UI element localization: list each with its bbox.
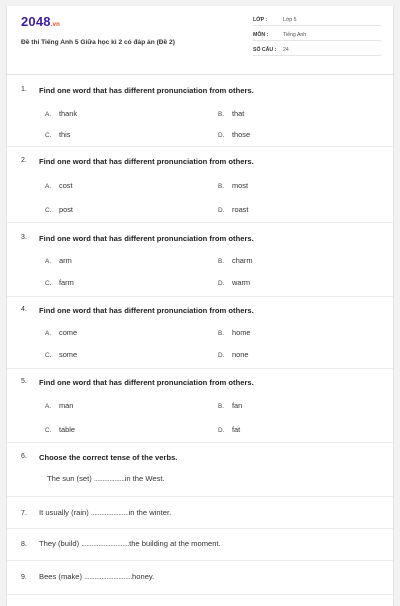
question-8	[21, 539, 221, 548]
option-d[interactable]	[218, 205, 248, 214]
question-text: Find one word that has different pronunciation from others.	[39, 157, 254, 166]
option-a[interactable]	[45, 109, 77, 118]
option-value: man	[59, 401, 74, 410]
sentence-end: honey.	[132, 572, 155, 581]
option-key: D.	[218, 427, 225, 434]
option-key: C.	[45, 207, 52, 214]
option-value: charm	[232, 256, 253, 265]
option-value: fat	[232, 425, 241, 434]
answer-blank[interactable]: ............................	[84, 572, 133, 581]
option-c[interactable]	[45, 278, 74, 287]
option-c[interactable]	[45, 425, 75, 434]
option-key: A.	[45, 330, 52, 337]
option-value: arm	[59, 256, 72, 265]
question-text: Choose the correct tense of the verbs.	[39, 453, 178, 462]
question-number: 5.	[21, 378, 27, 385]
question-text: Find one word that has different pronunciation from others.	[39, 86, 254, 95]
option-value: roast	[232, 205, 249, 214]
question-number: 9.	[21, 574, 27, 581]
option-value: those	[232, 130, 251, 139]
sentence-start: They (build)	[39, 539, 82, 548]
option-d[interactable]	[218, 278, 250, 287]
sentence-start: The sun (set)	[47, 474, 94, 483]
option-key: A.	[45, 258, 52, 265]
option-d[interactable]	[218, 130, 250, 139]
header	[7, 6, 393, 74]
option-key: B.	[218, 258, 225, 265]
option-value: none	[232, 350, 249, 359]
page-title: Đề thi Tiếng Anh 5 Giữa học kì 2 có đáp án (Đề 2)	[21, 39, 175, 46]
option-a[interactable]	[45, 181, 73, 190]
option-key: A.	[45, 183, 52, 190]
question-7	[21, 508, 171, 517]
header-divider	[7, 74, 393, 75]
meta-key: MÔN :	[253, 32, 269, 38]
option-value: cost	[59, 181, 73, 190]
option-key: D.	[218, 207, 225, 214]
option-key: B.	[218, 330, 225, 337]
meta-key: LỚP :	[253, 17, 268, 23]
option-value: some	[59, 350, 78, 359]
option-c[interactable]	[45, 350, 77, 359]
meta-row-subject	[253, 29, 381, 41]
meta-row-count	[253, 44, 381, 56]
question-number: 4.	[21, 306, 27, 313]
site-logo[interactable]	[21, 14, 60, 29]
sentence-start: Bees (make)	[39, 572, 85, 581]
question-number: 6.	[21, 453, 27, 460]
option-value: home	[232, 328, 251, 337]
question-number: 3.	[21, 234, 27, 241]
option-value: most	[232, 181, 249, 190]
option-key: A.	[45, 111, 52, 118]
separator	[7, 146, 394, 147]
separator	[7, 442, 394, 443]
question-9	[21, 572, 154, 581]
option-value: warm	[232, 278, 251, 287]
option-key: B.	[218, 403, 225, 410]
option-d[interactable]	[218, 350, 248, 359]
option-key: D.	[218, 280, 225, 287]
sentence-end: the building at the moment.	[129, 539, 221, 548]
option-value: come	[59, 328, 78, 337]
meta-row-class	[253, 14, 381, 26]
separator	[7, 368, 394, 369]
question-text: Find one word that has different pronunciation from others.	[39, 378, 254, 387]
option-key: C.	[45, 132, 52, 139]
separator	[7, 296, 394, 297]
logo-text: 2048	[21, 14, 51, 29]
logo-suffix: .vn	[50, 22, 61, 28]
option-value: fan	[232, 401, 243, 410]
option-a[interactable]	[45, 256, 72, 265]
option-value: thank	[59, 109, 78, 118]
question-number: 7.	[21, 510, 27, 517]
question-text: Find one word that has different pronunciation from others.	[39, 306, 254, 315]
option-value: this	[59, 130, 71, 139]
sentence-start: It usually (rain)	[39, 508, 91, 517]
option-b[interactable]	[218, 256, 253, 265]
option-key: C.	[45, 280, 52, 287]
answer-blank[interactable]: ..................	[93, 474, 125, 483]
option-value: that	[232, 109, 245, 118]
option-d[interactable]	[218, 425, 240, 434]
meta-value: 24	[283, 47, 289, 53]
meta-key: SỐ CÂU :	[253, 47, 277, 53]
meta-value: Tiếng Anh	[283, 32, 307, 38]
option-key: C.	[45, 352, 52, 359]
option-a[interactable]	[45, 401, 73, 410]
option-b[interactable]	[218, 109, 244, 118]
option-value: table	[59, 425, 76, 434]
answer-blank[interactable]: ......................	[90, 508, 129, 517]
option-key: B.	[218, 183, 225, 190]
question-number: 1.	[21, 86, 27, 93]
option-key: A.	[45, 403, 52, 410]
option-value: post	[59, 205, 73, 214]
separator	[7, 560, 394, 561]
option-c[interactable]	[45, 205, 73, 214]
sentence-end: in the winter.	[128, 508, 172, 517]
option-key: B.	[218, 111, 225, 118]
option-key: D.	[218, 352, 225, 359]
fill-in-sentence	[47, 474, 165, 483]
worksheet-page	[6, 6, 394, 606]
option-b[interactable]	[218, 401, 242, 410]
meta-value: Lớp 5	[283, 17, 297, 23]
separator	[7, 496, 394, 497]
option-c[interactable]	[45, 130, 71, 139]
separator	[7, 594, 394, 595]
option-b[interactable]	[218, 328, 251, 337]
question-number: 2.	[21, 157, 27, 164]
separator	[7, 222, 394, 223]
option-b[interactable]	[218, 181, 248, 190]
separator	[7, 528, 394, 529]
option-key: C.	[45, 427, 52, 434]
question-number: 8.	[21, 541, 27, 548]
option-a[interactable]	[45, 328, 77, 337]
sentence-end: in the West.	[124, 474, 165, 483]
option-key: D.	[218, 132, 225, 139]
option-value: farm	[59, 278, 74, 287]
answer-blank[interactable]: ............................	[81, 539, 130, 548]
question-text: Find one word that has different pronunciation from others.	[39, 234, 254, 243]
